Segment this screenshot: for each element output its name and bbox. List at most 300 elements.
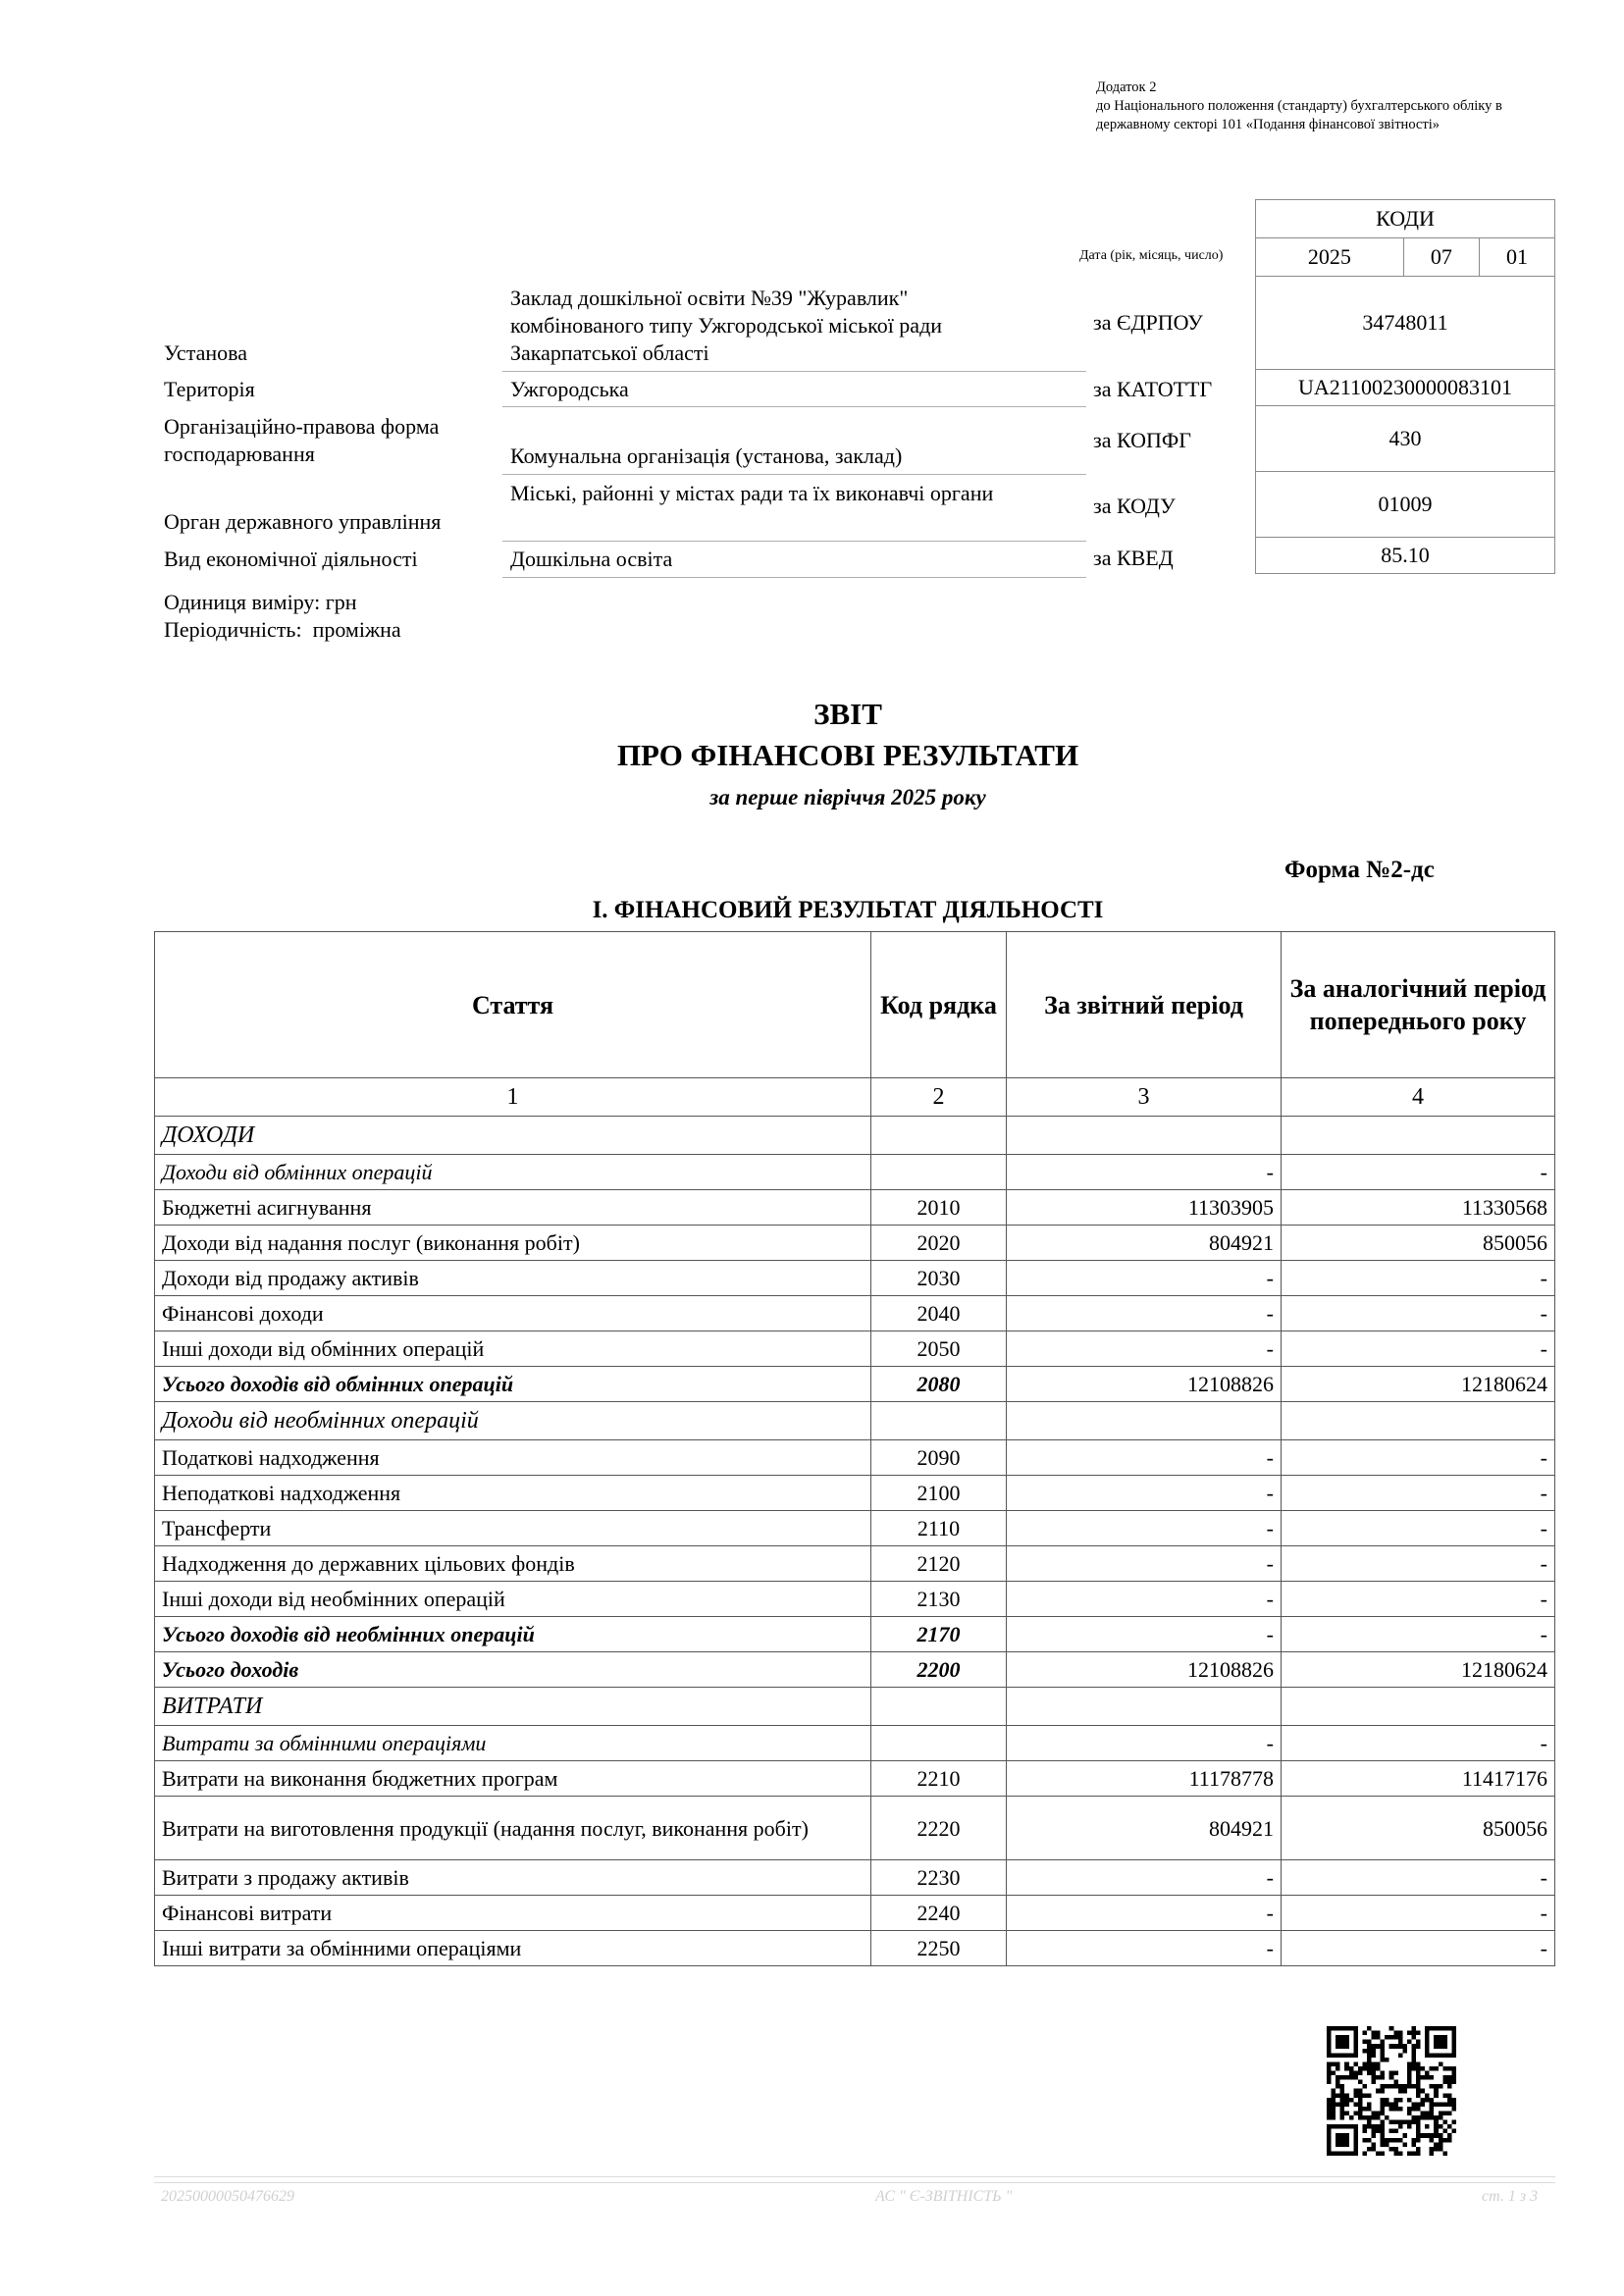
column-number: 2	[871, 1078, 1007, 1117]
qr-module	[1367, 2138, 1372, 2143]
qr-module	[1434, 2093, 1439, 2098]
divider	[502, 577, 1086, 578]
table-row	[155, 1261, 1555, 1296]
row-current-value: 804921	[1007, 1226, 1282, 1261]
codes-header: КОДИ	[1256, 200, 1555, 238]
qr-module	[1402, 2120, 1407, 2125]
table-row	[155, 1190, 1555, 1226]
divider	[502, 474, 1086, 475]
date-label: Дата (рік, місяць, число)	[1079, 248, 1224, 263]
qr-module	[1451, 2071, 1456, 2076]
katottg-code: UA21100230000083101	[1256, 370, 1555, 406]
qr-module	[1372, 2053, 1377, 2058]
column-number: 3	[1007, 1078, 1282, 1117]
qr-module	[1447, 2133, 1452, 2138]
qr-module	[1451, 2098, 1456, 2103]
qr-module	[1372, 2075, 1377, 2080]
qr-module	[1362, 2129, 1367, 2134]
qr-module	[1442, 2102, 1447, 2107]
qr-module	[1442, 2080, 1447, 2085]
qr-module	[1425, 2071, 1430, 2076]
row-code: 2170	[871, 1617, 1007, 1652]
row-current-value	[1007, 1117, 1282, 1155]
qr-module	[1398, 2031, 1403, 2036]
qr-module	[1416, 2138, 1421, 2143]
codes-table	[1255, 199, 1555, 574]
row-previous-value: 11417176	[1282, 1761, 1555, 1797]
qr-module	[1376, 2124, 1381, 2129]
qr-module	[1407, 2111, 1412, 2115]
qr-module	[1327, 2102, 1332, 2107]
qr-module	[1451, 2102, 1456, 2107]
table-row	[155, 1582, 1555, 1617]
qr-module	[1416, 2066, 1421, 2071]
qr-module	[1389, 2138, 1394, 2143]
row-label: Інші витрати за обмінними операціями	[155, 1931, 871, 1966]
qr-module	[1381, 2075, 1386, 2080]
qr-module	[1430, 2151, 1435, 2156]
qr-module	[1358, 2066, 1363, 2071]
qr-module	[1381, 2071, 1386, 2076]
row-label: Інші доходи від обмінних операцій	[155, 1331, 871, 1367]
qr-module	[1340, 2089, 1345, 2094]
qr-module	[1340, 2115, 1345, 2120]
qr-module	[1425, 2093, 1430, 2098]
qr-module	[1434, 2084, 1439, 2089]
qr-code-icon	[1327, 2026, 1456, 2156]
qr-module	[1407, 2084, 1412, 2089]
qr-module	[1372, 2124, 1377, 2129]
qr-module	[1393, 2080, 1398, 2085]
row-current-value: -	[1007, 1617, 1282, 1652]
qr-module	[1372, 2066, 1377, 2071]
qr-module	[1367, 2124, 1372, 2129]
table-row	[155, 1402, 1555, 1440]
qr-module	[1398, 2151, 1403, 2156]
row-previous-value	[1282, 1688, 1555, 1726]
qr-module	[1425, 2075, 1430, 2080]
table-row	[155, 1931, 1555, 1966]
row-current-value: -	[1007, 1440, 1282, 1476]
qr-module	[1402, 2142, 1407, 2147]
row-code: 2220	[871, 1797, 1007, 1860]
row-code: 2080	[871, 1367, 1007, 1402]
qr-module	[1393, 2084, 1398, 2089]
qr-module	[1367, 2040, 1372, 2045]
qr-module	[1434, 2066, 1439, 2071]
qr-module	[1372, 2031, 1377, 2036]
qr-module	[1411, 2044, 1416, 2049]
row-previous-value: 850056	[1282, 1226, 1555, 1261]
qr-module	[1381, 2084, 1386, 2089]
qr-module	[1376, 2089, 1381, 2094]
row-code: 2010	[871, 1190, 1007, 1226]
row-code: 2040	[871, 1296, 1007, 1331]
qr-module	[1439, 2124, 1443, 2129]
row-label: Інші доходи від необмінних операцій	[155, 1582, 871, 1617]
qr-module	[1332, 2061, 1336, 2066]
authority-value: Міські, районні у містах ради та їх виконавчі органи	[510, 481, 994, 505]
table-row	[155, 1860, 1555, 1896]
qr-module	[1416, 2075, 1421, 2080]
qr-module	[1416, 2044, 1421, 2049]
system-name: АС " Є-ЗВІТНІСТЬ "	[875, 2188, 1013, 2205]
row-label: Фінансові доходи	[155, 1296, 871, 1331]
qr-module	[1398, 2120, 1403, 2125]
row-code	[871, 1155, 1007, 1190]
qr-module	[1434, 2035, 1447, 2049]
qr-module	[1376, 2129, 1381, 2134]
row-previous-value: -	[1282, 1440, 1555, 1476]
document-id: 20250000050476629	[161, 2188, 294, 2205]
table-row	[155, 1117, 1555, 1155]
qr-module	[1327, 2098, 1332, 2103]
qr-module	[1442, 2111, 1447, 2115]
qr-module	[1411, 2053, 1416, 2058]
katottg-label: за КАТОТТГ	[1093, 377, 1213, 401]
qr-module	[1411, 2066, 1416, 2071]
qr-module	[1439, 2138, 1443, 2143]
qr-module	[1376, 2044, 1381, 2049]
qr-module	[1381, 2138, 1386, 2143]
qr-module	[1389, 2102, 1394, 2107]
qr-module	[1411, 2102, 1416, 2107]
kopfg-code: 430	[1256, 406, 1555, 472]
header-article: Стаття	[155, 932, 871, 1078]
row-previous-value: -	[1282, 1296, 1555, 1331]
qr-module	[1381, 2142, 1386, 2147]
row-previous-value: -	[1282, 1546, 1555, 1582]
header-current-period: За звітний період	[1007, 932, 1282, 1078]
qr-module	[1430, 2102, 1435, 2107]
activity-label: Вид економічної діяльності	[164, 547, 418, 571]
qr-module	[1411, 2151, 1416, 2156]
qr-module	[1411, 2115, 1416, 2120]
qr-module	[1398, 2107, 1403, 2112]
qr-module	[1353, 2075, 1358, 2080]
qr-module	[1332, 2102, 1336, 2107]
legal-form-label: Організаційно-правова форма господарювання	[164, 414, 440, 466]
qr-module	[1439, 2147, 1443, 2152]
annex-description: до Національного положення (стандарту) бухгалтерського обліку в державному секторі 101 «Подання фінансової звітності»	[1096, 98, 1502, 132]
qr-module	[1381, 2049, 1386, 2054]
qr-module	[1425, 2098, 1430, 2103]
qr-module	[1349, 2098, 1354, 2103]
qr-module	[1398, 2138, 1403, 2143]
qr-module	[1389, 2129, 1394, 2134]
qr-module	[1389, 2035, 1394, 2040]
qr-module	[1367, 2120, 1372, 2125]
row-previous-value: -	[1282, 1896, 1555, 1931]
qr-module	[1407, 2066, 1412, 2071]
qr-module	[1336, 2093, 1340, 2098]
qr-module	[1336, 2080, 1340, 2085]
row-current-value: -	[1007, 1331, 1282, 1367]
qr-module	[1376, 2111, 1381, 2115]
qr-module	[1367, 2044, 1372, 2049]
qr-module	[1349, 2066, 1354, 2071]
qr-module	[1439, 2102, 1443, 2107]
qr-module	[1358, 2111, 1363, 2115]
qr-module	[1398, 2035, 1403, 2040]
qr-module	[1393, 2031, 1398, 2036]
qr-module	[1381, 2129, 1386, 2134]
qr-module	[1362, 2061, 1367, 2066]
qr-module	[1327, 2111, 1332, 2115]
qr-module	[1439, 2133, 1443, 2138]
row-label: Витрати на виготовлення продукції (надання послуг, виконання робіт)	[155, 1797, 871, 1860]
row-code: 2200	[871, 1652, 1007, 1688]
qr-module	[1447, 2098, 1452, 2103]
qr-module	[1332, 2089, 1336, 2094]
qr-module	[1402, 2089, 1407, 2094]
column-number: 1	[155, 1078, 871, 1117]
qr-module	[1416, 2031, 1421, 2036]
qr-module	[1344, 2098, 1349, 2103]
table-row	[155, 1331, 1555, 1367]
qr-module	[1451, 2129, 1456, 2134]
qr-module	[1389, 2107, 1394, 2112]
qr-module	[1398, 2089, 1403, 2094]
row-current-value: 11303905	[1007, 1190, 1282, 1226]
column-number: 4	[1282, 1078, 1555, 1117]
row-label: Трансферти	[155, 1511, 871, 1546]
qr-module	[1372, 2080, 1377, 2085]
row-label: ВИТРАТИ	[155, 1688, 871, 1726]
qr-module	[1367, 2061, 1372, 2066]
qr-module	[1367, 2026, 1372, 2031]
row-label: Фінансові витрати	[155, 1896, 871, 1931]
qr-module	[1411, 2107, 1416, 2112]
form-number: Форма №2-дс	[1284, 857, 1435, 883]
row-previous-value: 12180624	[1282, 1367, 1555, 1402]
qr-module	[1344, 2061, 1349, 2066]
qr-module	[1416, 2147, 1421, 2152]
qr-module	[1372, 2142, 1377, 2147]
row-current-value: -	[1007, 1296, 1282, 1331]
qr-module	[1367, 2066, 1372, 2071]
qr-module	[1358, 2080, 1363, 2085]
qr-module	[1376, 2031, 1381, 2036]
qr-module	[1389, 2147, 1394, 2152]
qr-module	[1393, 2147, 1398, 2152]
qr-module	[1372, 2147, 1377, 2152]
row-previous-value	[1282, 1117, 1555, 1155]
qr-module	[1421, 2089, 1426, 2094]
qr-module	[1340, 2093, 1345, 2098]
qr-module	[1393, 2044, 1398, 2049]
qr-module	[1362, 2084, 1367, 2089]
qr-module	[1447, 2080, 1452, 2085]
footer-divider	[154, 2182, 1555, 2183]
qr-module	[1447, 2138, 1452, 2143]
financial-results-table	[154, 931, 1555, 1966]
table-row	[155, 1440, 1555, 1476]
row-previous-value: -	[1282, 1617, 1555, 1652]
qr-module	[1447, 2093, 1452, 2098]
row-code: 2130	[871, 1582, 1007, 1617]
row-current-value: -	[1007, 1546, 1282, 1582]
row-label: Доходи від обмінних операцій	[155, 1155, 871, 1190]
qr-module	[1367, 2093, 1372, 2098]
kved-code: 85.10	[1256, 538, 1555, 574]
qr-module	[1381, 2120, 1386, 2125]
row-code: 2050	[871, 1331, 1007, 1367]
qr-module	[1439, 2142, 1443, 2147]
qr-module	[1411, 2142, 1416, 2147]
row-label: Неподаткові надходження	[155, 1476, 871, 1511]
qr-module	[1398, 2084, 1403, 2089]
qr-module	[1367, 2058, 1372, 2062]
row-current-value: -	[1007, 1261, 1282, 1296]
qr-module	[1353, 2111, 1358, 2115]
qr-module	[1336, 2102, 1340, 2107]
qr-module	[1434, 2102, 1439, 2107]
row-label: Доходи від продажу активів	[155, 1261, 871, 1296]
qr-module	[1398, 2098, 1403, 2103]
qr-module	[1416, 2151, 1421, 2156]
qr-module	[1332, 2071, 1336, 2076]
qr-module	[1402, 2133, 1407, 2138]
page-number: ст. 1 з 3	[1482, 2188, 1539, 2205]
qr-module	[1376, 2115, 1381, 2120]
table-row	[155, 1367, 1555, 1402]
qr-module	[1434, 2089, 1439, 2094]
qr-module	[1381, 2053, 1386, 2058]
qr-module	[1381, 2151, 1386, 2156]
qr-module	[1434, 2142, 1439, 2147]
qr-module	[1393, 2035, 1398, 2040]
qr-module	[1336, 2035, 1349, 2049]
qr-module	[1362, 2031, 1367, 2036]
header-previous-period: За аналогічний період попереднього року	[1282, 932, 1555, 1078]
qr-module	[1442, 2138, 1447, 2143]
row-previous-value: -	[1282, 1726, 1555, 1761]
qr-module	[1327, 2071, 1332, 2076]
annex-note	[1096, 78, 1547, 134]
qr-module	[1332, 2107, 1336, 2112]
qr-module	[1430, 2075, 1435, 2080]
table-row	[155, 1761, 1555, 1797]
qr-module	[1372, 2111, 1377, 2115]
report-period: за перше півріччя 2025 року	[709, 785, 986, 809]
qr-module	[1353, 2089, 1358, 2094]
periodicity: Періодичність: проміжна	[164, 617, 401, 642]
qr-module	[1372, 2071, 1377, 2076]
territory-value: Ужгородська	[510, 377, 629, 401]
qr-module	[1411, 2061, 1416, 2066]
qr-module	[1362, 2040, 1367, 2045]
date-day: 01	[1479, 238, 1554, 277]
qr-module	[1381, 2102, 1386, 2107]
qr-module	[1451, 2066, 1456, 2071]
qr-module	[1434, 2147, 1439, 2152]
qr-module	[1398, 2040, 1403, 2045]
row-code: 2100	[871, 1476, 1007, 1511]
qr-module	[1430, 2098, 1435, 2103]
qr-module	[1353, 2102, 1358, 2107]
qr-module	[1340, 2111, 1345, 2115]
qr-module	[1336, 2075, 1340, 2080]
date-year: 2025	[1256, 238, 1404, 277]
qr-module	[1372, 2133, 1377, 2138]
qr-module	[1336, 2084, 1340, 2089]
qr-module	[1430, 2147, 1435, 2152]
row-previous-value: 850056	[1282, 1797, 1555, 1860]
qr-module	[1327, 2115, 1332, 2120]
row-code: 2230	[871, 1860, 1007, 1896]
qr-module	[1358, 2107, 1363, 2112]
qr-module	[1447, 2124, 1452, 2129]
qr-module	[1398, 2124, 1403, 2129]
row-label: Витрати з продажу активів	[155, 1860, 871, 1896]
qr-module	[1362, 2151, 1367, 2156]
qr-module	[1407, 2098, 1412, 2103]
row-label: Усього доходів	[155, 1652, 871, 1688]
qr-module	[1340, 2102, 1345, 2107]
table-row	[155, 1546, 1555, 1582]
qr-module	[1389, 2044, 1394, 2049]
qr-module	[1430, 2084, 1435, 2089]
qr-module	[1362, 2093, 1367, 2098]
qr-module	[1372, 2044, 1377, 2049]
qr-module	[1442, 2066, 1447, 2071]
table-row	[155, 1896, 1555, 1931]
institution-label: Установа	[164, 340, 247, 365]
row-current-value: 12108826	[1007, 1367, 1282, 1402]
qr-module	[1358, 2102, 1363, 2107]
table-row	[155, 1476, 1555, 1511]
qr-module	[1425, 2124, 1430, 2129]
qr-module	[1362, 2107, 1367, 2112]
table-row	[155, 1652, 1555, 1688]
qr-module	[1402, 2084, 1407, 2089]
qr-module	[1416, 2080, 1421, 2085]
row-label: Бюджетні асигнування	[155, 1190, 871, 1226]
qr-module	[1336, 2133, 1349, 2147]
qr-module	[1376, 2061, 1381, 2066]
table-row	[155, 1617, 1555, 1652]
qr-module	[1372, 2129, 1377, 2134]
row-previous-value: -	[1282, 1155, 1555, 1190]
kodu-label: за КОДУ	[1093, 494, 1176, 518]
qr-module	[1327, 2075, 1332, 2080]
divider	[502, 541, 1086, 542]
qr-module	[1411, 2026, 1416, 2031]
row-current-value	[1007, 1402, 1282, 1440]
qr-module	[1358, 2115, 1363, 2120]
qr-module	[1389, 2120, 1394, 2125]
kodu-code: 01009	[1256, 472, 1555, 538]
qr-module	[1344, 2093, 1349, 2098]
qr-module	[1421, 2098, 1426, 2103]
table-row	[155, 1797, 1555, 1860]
row-label: Надходження до державних цільових фондів	[155, 1546, 871, 1582]
row-previous-value: -	[1282, 1860, 1555, 1896]
row-previous-value: -	[1282, 1931, 1555, 1966]
row-code: 2250	[871, 1931, 1007, 1966]
row-current-value: -	[1007, 1931, 1282, 1966]
qr-module	[1344, 2111, 1349, 2115]
qr-module	[1367, 2147, 1372, 2152]
qr-module	[1447, 2084, 1452, 2089]
qr-module	[1385, 2142, 1389, 2147]
qr-module	[1411, 2035, 1416, 2040]
qr-module	[1358, 2098, 1363, 2103]
qr-module	[1358, 2071, 1363, 2076]
qr-module	[1430, 2066, 1435, 2071]
qr-module	[1398, 2053, 1403, 2058]
